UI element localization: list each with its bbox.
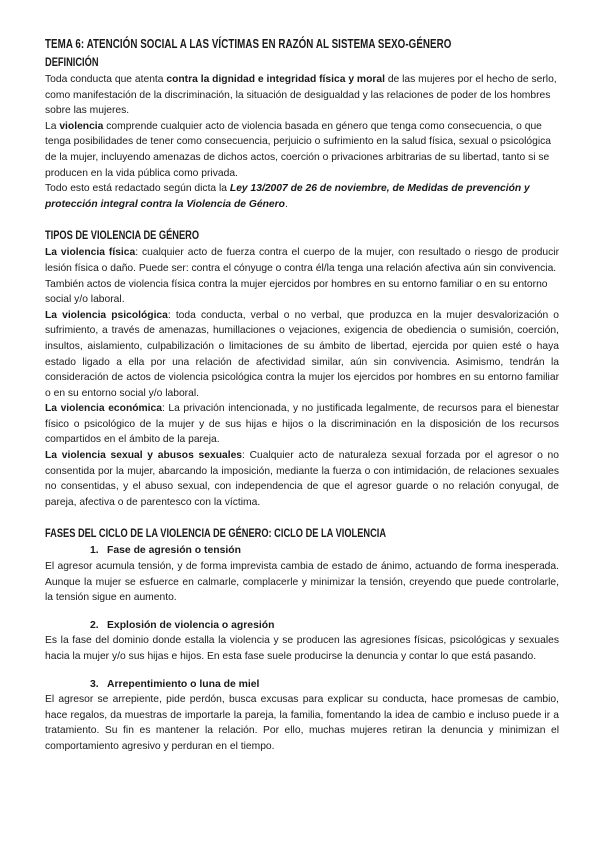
- tipo-label-fisica: La violencia física: [45, 247, 136, 259]
- fase-3-title: 3. Arrepentimiento o luna de miel: [90, 678, 260, 690]
- definicion-paragraph-2: La violencia comprende cualquier acto de violencia basada en género que tenga como consecuencia, o que tenga posibilidades de tener como consecuencia, perjuicio o sufrimiento en la salud física, sexual o psicológica de la mujer, incluyendo amenazas de dichos actos, coerción o privaciones arbitrarias de su libertad, tanto si se producen en la vida pública como privada.: [45, 120, 551, 179]
- document-page: [45, 36, 559, 755]
- law-reference: Ley 13/2007 de 26 de noviembre, de Medidas de prevención y protección integral contra la Violencia de Género: [45, 183, 530, 210]
- tipo-label-sexual: La violencia sexual y abusos sexuales: [45, 450, 243, 462]
- section-heading-fases: FASES DEL CICLO DE LA VIOLENCIA DE GÉNERO: CICLO DE LA VIOLENCIA: [45, 526, 387, 541]
- tipo-violencia-sexual: La violencia sexual y abusos sexuales: Cualquier acto de naturaleza sexual forzada por el agresor o no consentida por la mujer, abarcando la imposición, mediante la fuerza o con intimidación, de relaciones sexuales no consentidas, y el abuso sexual, con independencia de que el agresor guarde o no relación conyugal, de pareja, afectiva o de parentesco con la víctima.: [45, 450, 559, 508]
- definicion-paragraph-1: Toda conducta que atenta contra la dignidad e integridad física y moral de las mujeres por el hecho de serlo, como manifestación de la discriminación, la situación de desigualdad y las relaciones de poder de los hombres sobre las mujeres.: [45, 74, 557, 117]
- tipo-label-psicologica: La violencia psicológica: [45, 309, 168, 321]
- tipo-violencia-fisica: La violencia física: cualquier acto de fuerza contra el cuerpo de la mujer, con resultado o riesgo de producir lesión física o daño. Puede ser: contra el cónyuge o contra él/la tenga una relación afectiva aún sin convivencia.: [45, 247, 560, 274]
- fase-1-text: El agresor acumula tensión, y de forma imprevista cambia de estado de ánimo, actuando de forma inesperada. Aunque la mujer se esfuerce en calmarle, complacerle y minimizar la tensión, creyendo que puede controlarle, la tensión sigue en aumento.: [45, 561, 559, 604]
- section-heading-definicion: DEFINICIÓN: [45, 55, 99, 69]
- page-title: TEMA 6: ATENCIÓN SOCIAL A LAS VÍCTIMAS EN RAZÓN AL SISTEMA SEXO-GÉNERO: [45, 36, 452, 51]
- tipo-violencia-fisica-extra: También actos de violencia física contra la mujer ejercidos por hombres en su entorno familiar o en su entorno social y/o laboral.: [45, 278, 548, 306]
- fase-3-text: El agresor se arrepiente, pide perdón, busca excusas para explicar su conducta, hace promesas de cambio, hace regalos, da muestras de importarle la pareja, la familia, fomentando la idea de cambio e incluso puede ir a tratamiento. Su fin es mantener la relación. Por ello, muchas mujeres retiran la denuncia y minimizan el comportamiento agresivo y perduran en el tiempo.: [45, 694, 559, 752]
- emphasis-violencia: violencia: [59, 120, 104, 132]
- definicion-paragraph-3: Todo esto está redactado según dicta la Ley 13/2007 de 26 de noviembre, de Medidas de prevención y protección integral contra la Violencia de Género.: [45, 183, 530, 210]
- fase-2-title: 2. Explosión de violencia o agresión: [90, 619, 275, 631]
- fase-2-text: Es la fase del dominio donde estalla la violencia y se producen las agresiones físicas, psicológicas y sexuales hacia la mujer y/o sus hijas e hijos. En esta fase suele producirse la denuncia y contar lo que está pasando.: [45, 635, 559, 662]
- tipo-violencia-economica: La violencia económica: La privación intencionada, y no justificada legalmente, de recursos para el bienestar físico o psicológico de la mujer y de sus hijas e hijos o la discriminación en la disposición de los recursos compartidos en el ámbito de la pareja.: [45, 403, 559, 446]
- tipo-violencia-psicologica: La violencia psicológica: toda conducta, verbal o no verbal, que produzca en la mujer desvalorización o sufrimiento, a través de amenazas, humillaciones o vejaciones, exigencia de obediencia o sumisión, coerción, insultos, aislamiento, culpabilización o limitaciones de su ámbito de libertad, ejercida por quien esté o haya estado ligado a ella por una relación de afectividad similar, aún sin convivencia. Asimismo, tendrán la consideración de actos de violencia psicológica contra la mujer los ejercidos por hombres en su entorno familiar o en su entorno social y/o laboral.: [45, 309, 559, 399]
- emphasis-dignidad: contra la dignidad e integridad física y moral: [166, 74, 385, 85]
- section-heading-tipos: TIPOS DE VIOLENCIA DE GÉNERO: [45, 228, 200, 243]
- fase-1-title: 1. Fase de agresión o tensión: [90, 545, 241, 557]
- tipo-label-economica: La violencia económica: [45, 403, 162, 415]
